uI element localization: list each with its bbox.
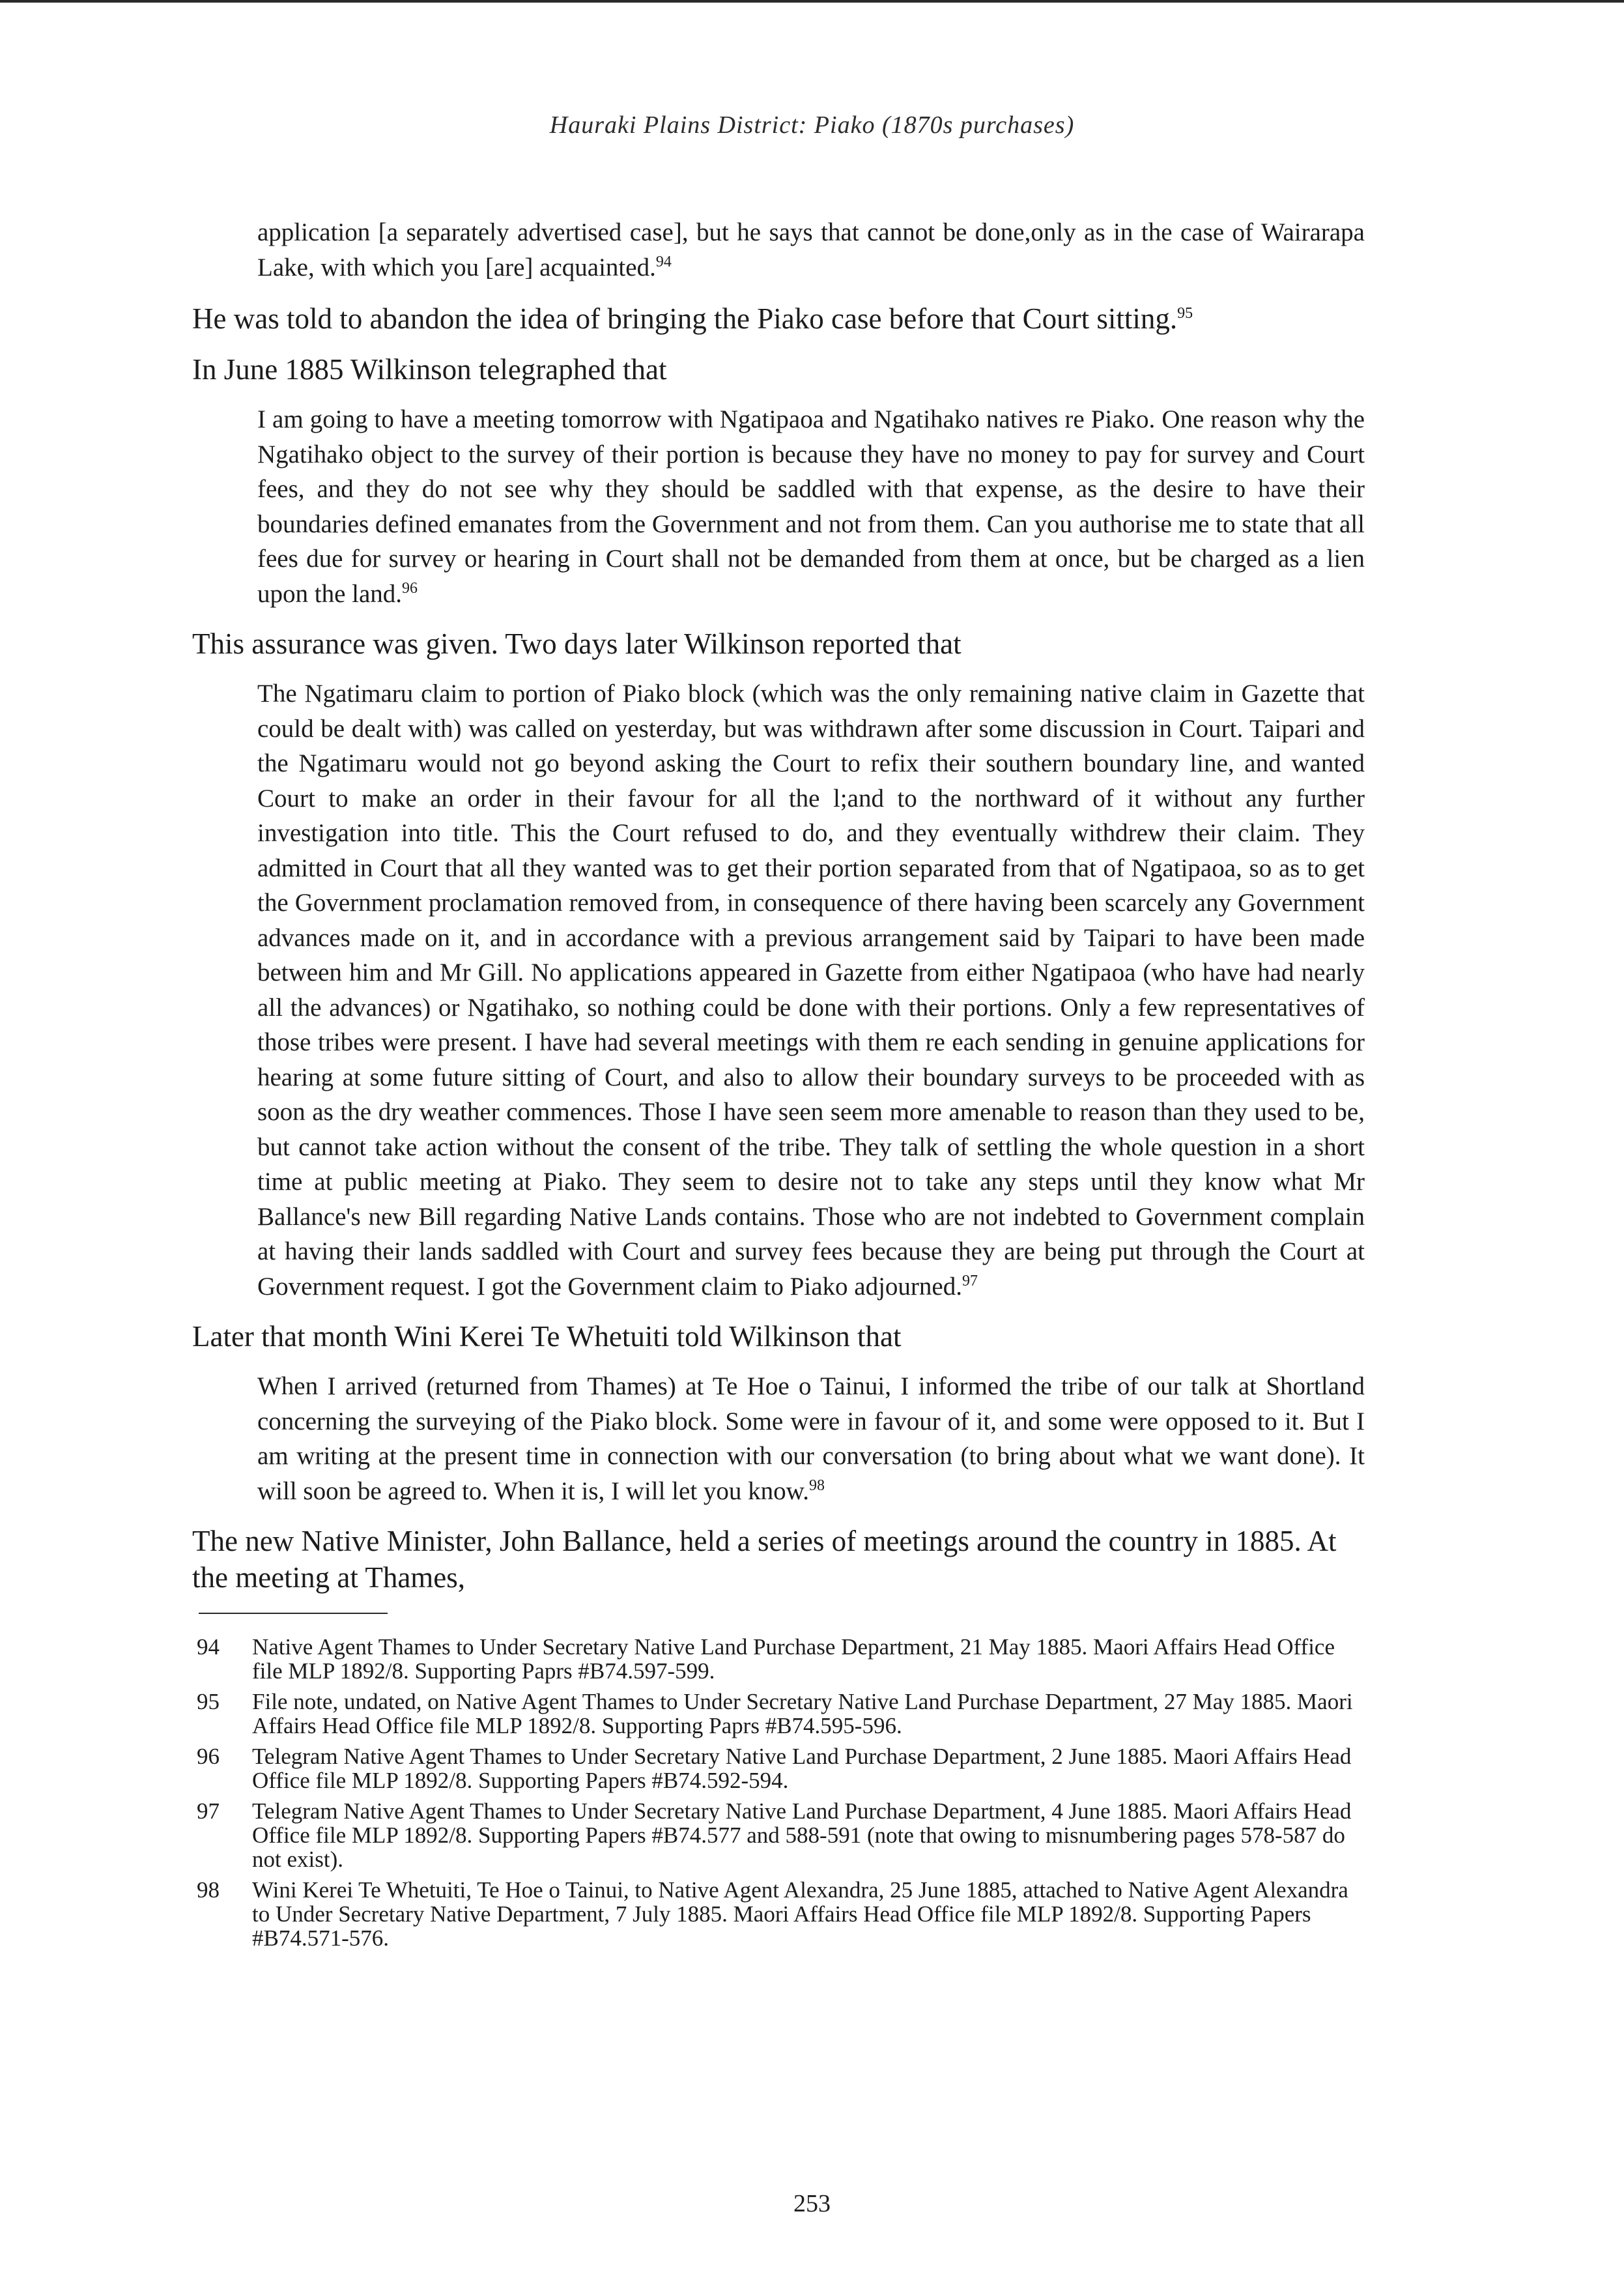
- footnote-text: Wini Kerei Te Whetuiti, Te Hoe o Tainui, to Native Agent Alexandra, 25 June 1885, attached to Native Agent Alexandra to Under Secretary Native Department, 7 July 1885. Maori Affairs Head Office file MLP 1892/8. Supporting Papers #B74.571-576.: [252, 1877, 1348, 1951]
- running-head: Hauraki Plains District: Piako (1870s purchases): [549, 111, 1075, 139]
- block-quote-1: [257, 215, 1365, 285]
- footnote-number: 97: [197, 1798, 220, 1824]
- block-quote-2-text: I am going to have a meeting tomorrow with Ngatipaoa and Ngatihako natives re Piako. One reason why the Ngatihako object to the survey of their portion is because they have no money to pay for survey and Court fees, and they do not see why they should be saddled with that expense, as the desire to have their boundaries defined emanates from the Government and not from them. Can you authorise me to state that all fees due for survey or hearing in Court shall not be demanded from them at once, but be charged as a lien upon the land.: [257, 405, 1365, 608]
- footnote-text: File note, undated, on Native Agent Thames to Under Secretary Native Land Purchase Department, 27 May 1885. Maori Affairs Head Office file MLP 1892/8. Supporting Paprs #B74.595-596.: [252, 1689, 1353, 1738]
- footnote-97: [192, 1799, 1365, 1871]
- page-body: [192, 215, 1365, 1957]
- paragraph-5: [192, 1523, 1365, 1596]
- footnote-text: Telegram Native Agent Thames to Under Secretary Native Land Purchase Department, 2 June 1885. Maori Affairs Head Office file MLP 1892/8. Supporting Papers #B74.592-594.: [252, 1744, 1352, 1793]
- top-border-rule: [0, 0, 1624, 3]
- block-quote-4: [257, 1369, 1365, 1508]
- paragraph-1-text: He was told to abandon the idea of bringing the Piako case before that Court sitting.: [192, 302, 1178, 335]
- footnote-text: Telegram Native Agent Thames to Under Secretary Native Land Purchase Department, 4 June 1885. Maori Affairs Head Office file MLP 1892/8. Supporting Papers #B74.577 and 588-591 (note that owing to misnumbering pages 578-587 do not exist).: [252, 1798, 1352, 1872]
- footnote-separator: [199, 1613, 388, 1614]
- footnote-text: Native Agent Thames to Under Secretary Native Land Purchase Department, 21 May 1885. Maori Affairs Head Office file MLP 1892/8. Supporting Paprs #B74.597-599.: [252, 1634, 1335, 1684]
- footnote-number: 94: [197, 1634, 220, 1660]
- footnote-ref-95[interactable]: 95: [1177, 305, 1193, 322]
- paragraph-3: [192, 626, 1365, 662]
- footnote-98: [192, 1878, 1365, 1950]
- footnote-ref-97[interactable]: 97: [962, 1272, 978, 1289]
- paragraph-3-text: This assurance was given. Two days later Wilkinson reported that: [192, 627, 962, 660]
- footnote-number: 98: [197, 1877, 220, 1903]
- paragraph-2: [192, 351, 1365, 388]
- footnote-ref-98[interactable]: 98: [809, 1476, 825, 1494]
- paragraph-4-text: Later that month Wini Kerei Te Whetuiti told Wilkinson that: [192, 1320, 902, 1353]
- paragraph-4: [192, 1318, 1365, 1355]
- footnote-96: [192, 1744, 1365, 1792]
- paragraph-1: [192, 300, 1365, 337]
- footnote-ref-96[interactable]: 96: [402, 579, 418, 597]
- paragraph-2-text: In June 1885 Wilkinson telegraphed that: [192, 353, 667, 386]
- footnote-ref-94[interactable]: 94: [655, 253, 672, 270]
- block-quote-4-text: When I arrived (returned from Thames) at Te Hoe o Tainui, I informed the tribe of our talk at Shortland concerning the surveying of the Piako block. Some were in favour of it, and some were opposed to it. But I am writing at the present time in connection with our conversation (to bring about what we want done). It will soon be agreed to. When it is, I will let you know.: [257, 1372, 1365, 1505]
- page-number: 253: [793, 2190, 831, 2217]
- paragraph-5-text: The new Native Minister, John Ballance, held a series of meetings around the country in 1885. At the meeting at Thames,: [192, 1525, 1337, 1594]
- footnote-95: [192, 1690, 1365, 1738]
- block-quote-3-text: The Ngatimaru claim to portion of Piako block (which was the only remaining native claim in Gazette that could be dealt with) was called on yesterday, but was withdrawn after some discussion in Court. Taipari and the Ngatimaru would not go beyond asking the Court to refix their southern boundary line, and wanted Court to make an order in their favour for all the l;and to the northward of it without any further investigation into title. This the Court refused to do, and they eventually withdrew their claim. They admitted in Court that all they wanted was to get their portion separated from that of Ngatipaoa, so as to get the Government proclamation removed from, in consequence of there having been scarcely any Government advances made on it, and in accordance with a previous arrangement said by Taipari to have been made between him and Mr Gill. No applications appeared in Gazette from either Ngatipaoa (who have had nearly all the advances) or Ngatihako, so nothing could be done with their portions. Only a few representatives of those tribes were present. I have had several meetings with them re each sending in genuine applications for hearing at some future sitting of Court, and also to allow their boundary surveys to be proceeded with as soon as the dry weather commences. Those I have seen seem more amenable to reason than they used to be, but cannot take action without the consent of the tribe. They talk of settling the whole question in a short time at public meeting at Piako. They seem to desire not to take any steps until they know what Mr Ballance's new Bill regarding Native Lands contains. Those who are not indebted to Government complain at having their lands saddled with Court and survey fees because they are being put through the Court at Government request. I got the Government claim to Piako adjourned.: [257, 680, 1365, 1301]
- footnote-94: [192, 1635, 1365, 1683]
- footnote-number: 96: [197, 1744, 220, 1769]
- block-quote-3: [257, 676, 1365, 1304]
- block-quote-2: [257, 402, 1365, 611]
- footnotes: [192, 1635, 1365, 1950]
- footnote-number: 95: [197, 1689, 220, 1714]
- block-quote-1-text: application [a separately advertised case], but he says that cannot be done,only as in the case of Wairarapa Lake, with which you [are] acquainted.: [257, 218, 1365, 281]
